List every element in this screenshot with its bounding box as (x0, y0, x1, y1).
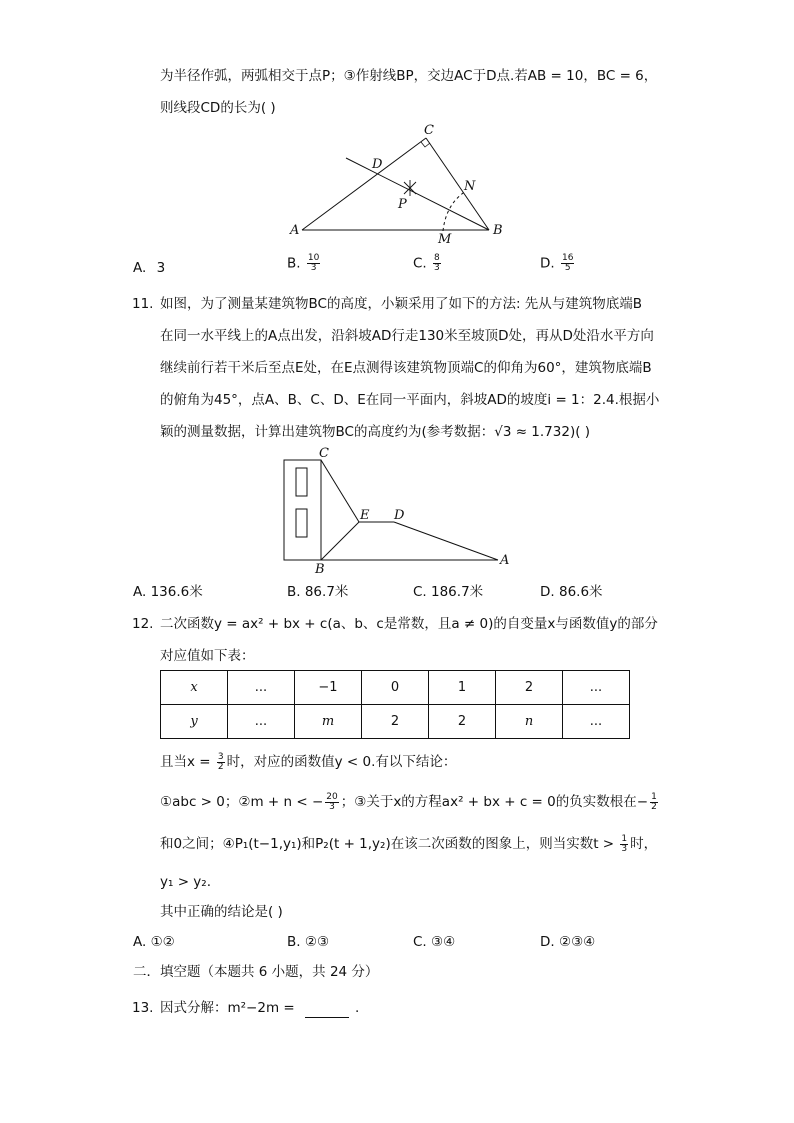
table-row-y (161, 705, 630, 739)
q11-option-d[interactable]: D. 86.6米 (540, 584, 603, 600)
fraction: $\frac{16}{5}$ (561, 253, 574, 273)
label-c: C (319, 446, 329, 461)
section-heading: 二．填空题（本题共 6 小题，共 24 分） (133, 964, 379, 980)
q13-text: 因式分解：m²−2m = . (160, 1000, 360, 1016)
q10-option-b[interactable] (287, 254, 322, 273)
q12-conclusions-line2: 和0之间；④P₁(t−1,y₁)和P₂(t + 1,y₂)在该二次函数的图象上，则当实数t > $\frac{1}{3}$ 时， (160, 833, 658, 854)
fraction: $\frac{10}{3}$ (307, 253, 320, 273)
q10-text-line2: 则线段CD的长为( ) (160, 100, 276, 116)
q12-option-a[interactable]: A. ①② (133, 934, 175, 950)
segment-ac (302, 138, 426, 230)
q12-line2: 对应值如下表： (160, 648, 255, 664)
q10-option-a[interactable] (133, 258, 165, 278)
option-letter: B. (287, 255, 301, 272)
fraction: $\frac{1}{2}$ (651, 791, 657, 812)
q11-option-b[interactable]: B. 86.7米 (287, 584, 349, 600)
table-cell: 2 (496, 671, 563, 705)
q10-option-d[interactable] (540, 254, 576, 273)
sightline-ec (321, 460, 359, 522)
q11-line5: 颖的测量数据，计算出建筑物BC的高度约为(参考数据：√3 ≈ 1.732)( ) (160, 424, 591, 440)
fraction: $\frac{8}{3}$ (434, 253, 440, 273)
building (284, 460, 321, 560)
label-n: N (464, 179, 476, 194)
q10-option-c[interactable] (413, 254, 443, 273)
label-d: D (372, 157, 383, 172)
label-a: A (500, 553, 510, 568)
q12-line1: 二次函数y = ax² + bx + c(a、b、c是常数，且a ≠ 0)的自变量x与函数值y的部分 (160, 616, 658, 632)
q11-building-figure (278, 444, 518, 576)
q12-value-table (160, 670, 630, 739)
slope-da (394, 522, 498, 560)
label-b: B (315, 562, 325, 576)
window-2 (296, 509, 307, 537)
table-cell: ... (228, 705, 295, 739)
table-cell: 2 (429, 705, 496, 739)
q13-number: 13. (132, 1000, 154, 1016)
table-cell: 0 (362, 671, 429, 705)
option-value: 3 (156, 260, 166, 276)
option-letter: A. (133, 260, 147, 276)
fraction: $\frac{1}{3}$ (621, 833, 628, 854)
table-cell: m (295, 705, 362, 739)
table-cell: y (161, 705, 228, 739)
label-d: D (394, 508, 405, 523)
segment-cb (426, 138, 489, 230)
q11-line4: 的俯角为45°，点A、B、C、D、E在同一平面内，斜坡AD的坡度i = 1：2.4.根据小 (160, 392, 660, 408)
q10-triangle-figure (280, 118, 520, 246)
option-letter: D. (540, 255, 555, 272)
label-a: A (290, 223, 300, 238)
q12-conclusions-line1: ①abc > 0；②m + n < − $\frac{20}{3}$ ；③关于x的方程ax² + bx + c = 0的负实数根在− $\frac{1}{2}$ (160, 791, 657, 812)
sightline-eb (321, 522, 359, 560)
q11-number: 11. (132, 296, 154, 312)
q11-option-c[interactable]: C. 186.7米 (413, 584, 484, 600)
table-cell: x (161, 671, 228, 705)
q12-condition: 且当x = $\frac{3}{2}$ 时，对应的函数值y < 0.有以下结论： (160, 751, 457, 772)
fraction: $\frac{20}{3}$ (326, 791, 338, 812)
q11-line3: 继续前行若干米后至点E处，在E点测得该建筑物顶端C的仰角为60°，建筑物底端B (160, 360, 652, 376)
q11-option-a[interactable]: A. 136.6米 (133, 584, 203, 600)
q12-option-c[interactable]: C. ③④ (413, 934, 456, 950)
label-p: P (398, 197, 407, 212)
table-cell: −1 (295, 671, 362, 705)
q11-line2: 在同一水平线上的A点出发，沿斜坡AD行走130米至坡顶D处，再从D处沿水平方向 (160, 328, 654, 344)
label-c: C (424, 123, 434, 138)
table-row-x (161, 671, 630, 705)
label-b: B (493, 223, 503, 238)
q12-question: 其中正确的结论是( ) (160, 904, 283, 920)
q11-line1: 如图，为了测量某建筑物BC的高度，小颖采用了如下的方法: 先从与建筑物底端B (160, 296, 643, 312)
q10-text-line1: 为半径作弧，两弧相交于点P；③作射线BP，交边AC于D点.若AB = 10，BC = 6， (160, 68, 658, 84)
option-letter: C. (413, 255, 427, 272)
fraction: $\frac{3}{2}$ (217, 751, 224, 772)
q12-option-b[interactable]: B. ②③ (287, 934, 330, 950)
label-e: E (360, 508, 370, 523)
q12-number: 12. (132, 616, 154, 632)
table-cell: 2 (362, 705, 429, 739)
label-m: M (438, 232, 452, 246)
table-cell: ... (563, 705, 630, 739)
table-cell: 1 (429, 671, 496, 705)
arc-mn (443, 191, 466, 231)
q12-option-d[interactable]: D. ②③④ (540, 934, 596, 950)
answer-blank[interactable] (305, 1003, 349, 1018)
window-1 (296, 468, 307, 496)
table-cell: n (496, 705, 563, 739)
table-cell: ... (228, 671, 295, 705)
ray-bp (346, 158, 489, 230)
table-cell: ... (563, 671, 630, 705)
q12-conclusions-line3: y₁ > y₂. (160, 874, 211, 890)
